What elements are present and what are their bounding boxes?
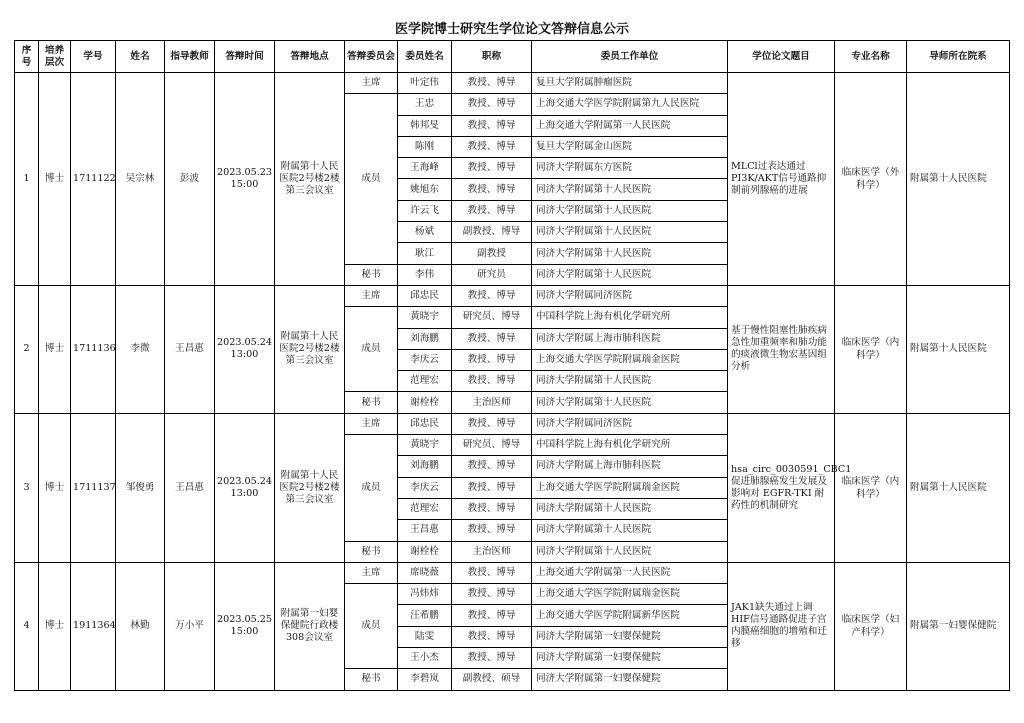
column-header: 答辩地点 <box>275 41 345 73</box>
member-title-cell: 副教授 <box>452 243 532 264</box>
page-title: 医学院博士研究生学位论文答辩信息公示 <box>394 22 629 37</box>
member-unit-cell: 同济大学附属第十人民医院 <box>532 541 728 562</box>
defense-time-cell: 2023.05.24 13:00 <box>215 285 275 413</box>
committee-role-cell: 成员 <box>345 584 398 669</box>
member-title-cell: 教授、博导 <box>452 285 532 306</box>
member-title-cell: 教授、博导 <box>452 413 532 434</box>
committee-role-cell: 秘书 <box>345 541 398 562</box>
column-header: 委员姓名 <box>398 41 452 73</box>
member-title-cell: 教授、博导 <box>452 200 532 221</box>
member-title-cell: 主治医师 <box>452 541 532 562</box>
advisor-cell: 彭波 <box>165 73 215 286</box>
member-name-cell: 黄晓宇 <box>398 435 452 456</box>
advisor-school-cell: 附属第十人民医院 <box>907 73 1010 286</box>
column-header: 序号 <box>15 41 39 73</box>
member-unit-cell: 同济大学附属第一妇婴保健院 <box>532 669 728 690</box>
member-name-cell: 韩邦旻 <box>398 115 452 136</box>
member-title-cell: 教授、博导 <box>452 115 532 136</box>
member-unit-cell: 中国科学院上海有机化学研究所 <box>532 307 728 328</box>
member-unit-cell: 同济大学附属第十人民医院 <box>532 371 728 392</box>
member-title-cell: 教授、博导 <box>452 136 532 157</box>
member-unit-cell: 上海交通大学附属第一人民医院 <box>532 115 728 136</box>
level-cell: 博士 <box>39 73 71 286</box>
member-title-cell: 教授、博导 <box>452 94 532 115</box>
member-title-cell: 教授、博导 <box>452 498 532 519</box>
header-row <box>15 41 1010 73</box>
student-id-cell: 1711137 <box>71 413 116 562</box>
member-title-cell: 主治医师 <box>452 392 532 413</box>
member-name-cell: 陆雯 <box>398 626 452 647</box>
column-header: 委员工作单位 <box>532 41 728 73</box>
seq-cell: 3 <box>15 413 39 562</box>
member-unit-cell: 上海交通大学医学院附属第九人民医院 <box>532 94 728 115</box>
column-header: 学位论文题目 <box>728 41 835 73</box>
defense-time-cell: 2023.05.23 15:00 <box>215 73 275 286</box>
member-name-cell: 冯炜炜 <box>398 584 452 605</box>
column-header: 专业名称 <box>835 41 907 73</box>
advisor-school-cell: 附属第一妇婴保健院 <box>907 562 1010 690</box>
member-name-cell: 李碧岚 <box>398 669 452 690</box>
level-cell: 博士 <box>39 562 71 690</box>
member-name-cell: 王小杰 <box>398 648 452 669</box>
member-name-cell: 杨斌 <box>398 222 452 243</box>
committee-role-cell: 主席 <box>345 413 398 434</box>
member-name-cell: 王忠 <box>398 94 452 115</box>
member-name-cell: 范理宏 <box>398 371 452 392</box>
advisor-cell: 万小平 <box>165 562 215 690</box>
student-name-cell: 林勤 <box>116 562 165 690</box>
member-title-cell: 副教授、硕导 <box>452 669 532 690</box>
major-cell: 临床医学（妇产科学） <box>835 562 907 690</box>
student-name-cell: 吴宗林 <box>116 73 165 286</box>
member-name-cell: 席晓薇 <box>398 562 452 583</box>
member-title-cell: 研究员、博导 <box>452 435 532 456</box>
defense-place-cell: 附属第十人民医院2号楼2楼第三会议室 <box>275 285 345 413</box>
table-row <box>15 413 1010 434</box>
column-header: 姓名 <box>116 41 165 73</box>
thesis-title-cell: 基于慢性阻塞性肺疾病急性加重频率和肺功能的痰液微生物宏基因组分析 <box>728 285 835 413</box>
member-name-cell: 王海峰 <box>398 158 452 179</box>
member-unit-cell: 同济大学附属东方医院 <box>532 158 728 179</box>
member-unit-cell: 同济大学附属第十人民医院 <box>532 520 728 541</box>
member-title-cell: 副教授、博导 <box>452 222 532 243</box>
advisor-cell: 王昌惠 <box>165 285 215 413</box>
member-title-cell: 教授、博导 <box>452 179 532 200</box>
defense-place-cell: 附属第一妇婴保健院行政楼308会议室 <box>275 562 345 690</box>
column-header: 职称 <box>452 41 532 73</box>
member-title-cell: 研究员、博导 <box>452 307 532 328</box>
member-unit-cell: 同济大学附属第一妇婴保健院 <box>532 648 728 669</box>
member-title-cell: 研究员 <box>452 264 532 285</box>
seq-cell: 4 <box>15 562 39 690</box>
member-name-cell: 刘海鹏 <box>398 328 452 349</box>
member-unit-cell: 复旦大学附属肿瘤医院 <box>532 73 728 94</box>
member-name-cell: 谢栓栓 <box>398 541 452 562</box>
committee-role-cell: 成员 <box>345 435 398 541</box>
thesis-title-cell: hsa_circ_0030591_CBC1 促进肺腺癌发生发展及 影响对 EGFR-TKI 耐药性的机制研究 <box>728 413 835 562</box>
member-name-cell: 邱忠民 <box>398 285 452 306</box>
defense-info-table <box>14 40 1010 691</box>
member-name-cell: 姚旭东 <box>398 179 452 200</box>
member-unit-cell: 同济大学附属第十人民医院 <box>532 498 728 519</box>
column-header: 指导教师 <box>165 41 215 73</box>
member-unit-cell: 上海交通大学医学院附属瑞金医院 <box>532 349 728 370</box>
table-row <box>15 285 1010 306</box>
committee-role-cell: 秘书 <box>345 392 398 413</box>
member-title-cell: 教授、博导 <box>452 73 532 94</box>
committee-role-cell: 成员 <box>345 307 398 392</box>
member-unit-cell: 同济大学附属第十人民医院 <box>532 179 728 200</box>
level-cell: 博士 <box>39 413 71 562</box>
member-title-cell: 教授、博导 <box>452 158 532 179</box>
column-header: 答辩时间 <box>215 41 275 73</box>
member-unit-cell: 同济大学附属同济医院 <box>532 285 728 306</box>
member-unit-cell: 中国科学院上海有机化学研究所 <box>532 435 728 456</box>
member-name-cell: 谢栓栓 <box>398 392 452 413</box>
member-title-cell: 教授、博导 <box>452 477 532 498</box>
member-name-cell: 邱忠民 <box>398 413 452 434</box>
advisor-school-cell: 附属第十人民医院 <box>907 285 1010 413</box>
member-name-cell: 汪希鹏 <box>398 605 452 626</box>
defense-time-cell: 2023.05.25 15:00 <box>215 562 275 690</box>
table-body <box>15 73 1010 691</box>
column-header: 导师所在院系 <box>907 41 1010 73</box>
member-unit-cell: 上海交通大学医学院附属瑞金医院 <box>532 584 728 605</box>
defense-place-cell: 附属第十人民医院2号楼2楼第三会议室 <box>275 73 345 286</box>
committee-role-cell: 主席 <box>345 562 398 583</box>
major-cell: 临床医学（内科学） <box>835 285 907 413</box>
member-unit-cell: 上海交通大学医学院附属瑞金医院 <box>532 477 728 498</box>
table-row <box>15 73 1010 94</box>
committee-role-cell: 成员 <box>345 94 398 264</box>
member-name-cell: 李庆云 <box>398 349 452 370</box>
member-name-cell: 耿江 <box>398 243 452 264</box>
member-unit-cell: 同济大学附属第十人民医院 <box>532 200 728 221</box>
committee-role-cell: 秘书 <box>345 264 398 285</box>
member-unit-cell: 同济大学附属同济医院 <box>532 413 728 434</box>
seq-cell: 2 <box>15 285 39 413</box>
member-unit-cell: 同济大学附属第十人民医院 <box>532 264 728 285</box>
member-unit-cell: 同济大学附属第十人民医院 <box>532 243 728 264</box>
committee-role-cell: 主席 <box>345 285 398 306</box>
defense-place-cell: 附属第十人民医院2号楼2楼第三会议室 <box>275 413 345 562</box>
member-unit-cell: 上海交通大学医学院附属新华医院 <box>532 605 728 626</box>
member-unit-cell: 同济大学附属第十人民医院 <box>532 392 728 413</box>
member-title-cell: 教授、博导 <box>452 605 532 626</box>
student-id-cell: 1711136 <box>71 285 116 413</box>
member-name-cell: 王昌惠 <box>398 520 452 541</box>
column-header: 培养层次 <box>39 41 71 73</box>
member-title-cell: 教授、博导 <box>452 520 532 541</box>
defense-time-cell: 2023.05.24 13:00 <box>215 413 275 562</box>
major-cell: 临床医学（外科学） <box>835 73 907 286</box>
column-header: 答辩委员会 <box>345 41 398 73</box>
thesis-title-cell: MLCl过表达通过PI3K/AKT信号通路抑制前列腺癌的进展 <box>728 73 835 286</box>
member-title-cell: 教授、博导 <box>452 648 532 669</box>
advisor-cell: 王昌惠 <box>165 413 215 562</box>
seq-cell: 1 <box>15 73 39 286</box>
student-id-cell: 1911364 <box>71 562 116 690</box>
student-id-cell: 1711122 <box>71 73 116 286</box>
member-name-cell: 许云飞 <box>398 200 452 221</box>
member-title-cell: 教授、博导 <box>452 328 532 349</box>
member-title-cell: 教授、博导 <box>452 371 532 392</box>
level-cell: 博士 <box>39 285 71 413</box>
member-title-cell: 教授、博导 <box>452 584 532 605</box>
member-title-cell: 教授、博导 <box>452 456 532 477</box>
member-name-cell: 黄晓宇 <box>398 307 452 328</box>
member-name-cell: 陈刚 <box>398 136 452 157</box>
member-unit-cell: 同济大学附属上海市肺科医院 <box>532 456 728 477</box>
member-name-cell: 叶定伟 <box>398 73 452 94</box>
member-title-cell: 教授、博导 <box>452 626 532 647</box>
member-unit-cell: 上海交通大学附属第一人民医院 <box>532 562 728 583</box>
student-name-cell: 李微 <box>116 285 165 413</box>
member-name-cell: 李伟 <box>398 264 452 285</box>
thesis-title-cell: JAK1缺失通过上调HIF信号通路促进子宫内膜癌细胞的增殖和迁移 <box>728 562 835 690</box>
advisor-school-cell: 附属第十人民医院 <box>907 413 1010 562</box>
column-header: 学号 <box>71 41 116 73</box>
member-unit-cell: 同济大学附属第十人民医院 <box>532 222 728 243</box>
member-unit-cell: 同济大学附属第一妇婴保健院 <box>532 626 728 647</box>
member-title-cell: 教授、博导 <box>452 349 532 370</box>
committee-role-cell: 秘书 <box>345 669 398 690</box>
member-name-cell: 李庆云 <box>398 477 452 498</box>
committee-role-cell: 主席 <box>345 73 398 94</box>
member-name-cell: 范理宏 <box>398 498 452 519</box>
member-unit-cell: 同济大学附属上海市肺科医院 <box>532 328 728 349</box>
member-title-cell: 教授、博导 <box>452 562 532 583</box>
table-row <box>15 562 1010 583</box>
member-unit-cell: 复旦大学附属金山医院 <box>532 136 728 157</box>
student-name-cell: 邹俊勇 <box>116 413 165 562</box>
major-cell: 临床医学（内科学） <box>835 413 907 562</box>
member-name-cell: 刘海鹏 <box>398 456 452 477</box>
